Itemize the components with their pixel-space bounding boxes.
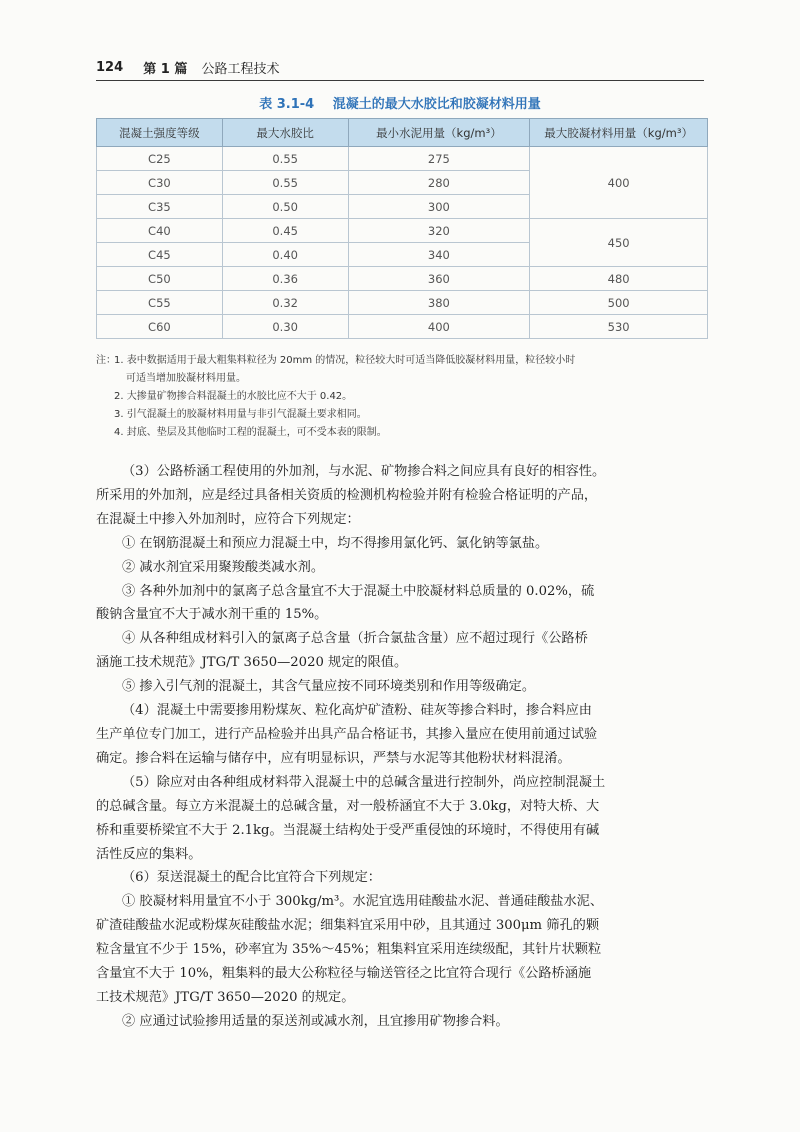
paragraph-line: 活性反应的集料。 [96,846,202,862]
cell-cement: 360 [348,267,530,291]
note-4: 4. 封底、垫层及其他临时工程的混凝土，可不受本表的限制。 [114,427,387,438]
paragraph-line: 涵施工技术规范》JTG/T 3650—2020 规定的限值。 [96,655,408,671]
cell-grade: C45 [97,243,223,267]
cell-grade: C55 [97,291,223,315]
paragraph-line: 生产单位专门加工，进行产品检验并出具产品合格证书，其掺入量应在使用前通过试验 [96,726,598,742]
cell-ratio: 0.40 [222,243,348,267]
cell-grade: C35 [97,195,223,219]
header-title: 公路工程技术 [201,62,280,77]
header-min-cement: 最小水泥用量（kg/m³） [348,119,530,147]
paragraph-line: ② 应通过试验掺用适量的泵送剂或减水剂，且宜掺用矿物掺合料。 [122,1013,509,1029]
cell-max-binder-group2: 450 [530,219,708,267]
paragraph-line: 粒含量宜不少于 15%，砂率宜为 35%～45%；粗集料宜采用连续级配，其针片状颗粒 [96,942,602,958]
paragraph-line: 所采用的外加剂，应是经过具备相关资质的检测机构检验并附有检验合格证明的产品， [96,487,598,503]
cell-grade: C25 [97,147,223,171]
cell-max-binder: 500 [530,291,708,315]
paragraph-line: 含量宜不大于 10%，粗集料的最大公称粒径与输送管径之比宜符合现行《公路桥涵施 [96,966,592,982]
note-3: 3. 引气混凝土的胶凝材料用量与非引气混凝土要求相同。 [114,409,367,420]
table-caption-title: 混凝土的最大水胶比和胶凝材料用量 [332,97,541,112]
part-label: 第 1 篇 [143,62,188,77]
cell-ratio: 0.36 [222,267,348,291]
paragraph-line: ① 在钢筋混凝土和预应力混凝土中，均不得掺用氯化钙、氯化钠等氯盐。 [122,535,549,551]
table-caption [96,93,704,112]
page-number: 124 [96,60,124,75]
page-header [96,58,704,80]
cell-ratio: 0.32 [222,291,348,315]
paragraph-line: （3）公路桥涵工程使用的外加剂，与水泥、矿物掺合料之间应具有良好的相容性。 [122,464,606,479]
table-row [97,147,708,171]
paragraph-line: ⑤ 掺入引气剂的混凝土，其含气量应按不同环境类别和作用等级确定。 [122,679,536,695]
paragraph-line: （4）混凝土中需要掺用粉煤灰、粒化高炉矿渣粉、硅灰等掺合料时，掺合料应由 [122,703,592,719]
note-1-line-2: 可适当增加胶凝材料用量。 [126,373,246,384]
cell-cement: 280 [348,171,530,195]
table-row [97,267,708,291]
cell-cement: 320 [348,219,530,243]
body-text [96,460,708,1034]
cell-grade: C60 [97,315,223,339]
header-max-binder: 最大胶凝材料用量（kg/m³） [530,119,708,147]
header-rule [96,80,704,81]
cell-cement: 340 [348,243,530,267]
paragraph-line: 在混凝土中掺入外加剂时，应符合下列规定： [96,511,360,527]
note-prefix: 注： [96,355,116,366]
paragraph-line: （5）除应对由各种组成材料带入混凝土中的总碱含量进行控制外，尚应控制混凝土 [122,774,606,790]
paragraph-line: ② 减水剂宜采用聚羧酸类减水剂。 [122,559,325,575]
cell-max-binder: 480 [530,267,708,291]
table-notes [96,352,708,442]
cell-grade: C50 [97,267,223,291]
cell-max-binder-group1: 400 [530,147,708,219]
cell-ratio: 0.55 [222,147,348,171]
cell-cement: 275 [348,147,530,171]
note-1-line-1: 1. 表中数据适用于最大粗集料粒径为 20mm 的情况，粒径较大时可适当降低胶凝材料用量，粒径较小时 [114,355,576,366]
cell-ratio: 0.50 [222,195,348,219]
note-item [96,352,708,442]
paragraph-line: ① 胶凝材料用量宜不小于 300kg/m³。水泥宜选用硅酸盐水泥、普通硅酸盐水泥、 [122,894,604,910]
header-grade: 混凝土强度等级 [97,119,223,147]
cell-cement: 400 [348,315,530,339]
paragraph-line: 酸钠含量宜不大于减水剂干重的 15%。 [96,607,328,623]
paragraph-line: 的总碱含量。每立方米混凝土的总碱含量，对一般桥涵宜不大于 3.0kg，对特大桥、大 [96,798,600,814]
cell-ratio: 0.55 [222,171,348,195]
table-row [97,291,708,315]
cell-cement: 300 [348,195,530,219]
paragraph-line: 桥和重要桥梁宜不大于 2.1kg。当混凝土结构处于受严重侵蚀的环境时，不得使用有碱 [96,822,600,838]
paragraph-line: ③ 各种外加剂中的氯离子总含量宜不大于混凝土中胶凝材料总质量的 0.02%，硫 [122,583,595,599]
header-max-ratio: 最大水胶比 [222,119,348,147]
table-caption-number: 表 3.1-4 [259,97,315,112]
cell-grade: C40 [97,219,223,243]
paragraph-line: 确定。掺合料在运输与储存中，应有明显标识，严禁与水泥等其他粉状材料混淆。 [96,750,571,766]
paragraph-line: （6）泵送混凝土的配合比宜符合下列规定： [122,870,381,886]
concrete-ratio-table [96,118,708,339]
table-row [97,315,708,339]
cell-cement: 380 [348,291,530,315]
cell-grade: C30 [97,171,223,195]
table-header-row [97,119,708,147]
paragraph-line: 工技术规范》JTG/T 3650—2020 的规定。 [96,989,355,1005]
note-2: 2. 大掺量矿物掺合料混凝土的水胶比应不大于 0.42。 [114,391,353,402]
cell-ratio: 0.30 [222,315,348,339]
cell-max-binder: 530 [530,315,708,339]
cell-ratio: 0.45 [222,219,348,243]
table-row [97,219,708,243]
paragraph-line: ④ 从各种组成材料引入的氯离子总含量（折合氯盐含量）应不超过现行《公路桥 [122,631,588,647]
paragraph-line: 矿渣硅酸盐水泥或粉煤灰硅酸盐水泥；细集料宜采用中砂，且其通过 300μm 筛孔的颗 [96,918,600,934]
